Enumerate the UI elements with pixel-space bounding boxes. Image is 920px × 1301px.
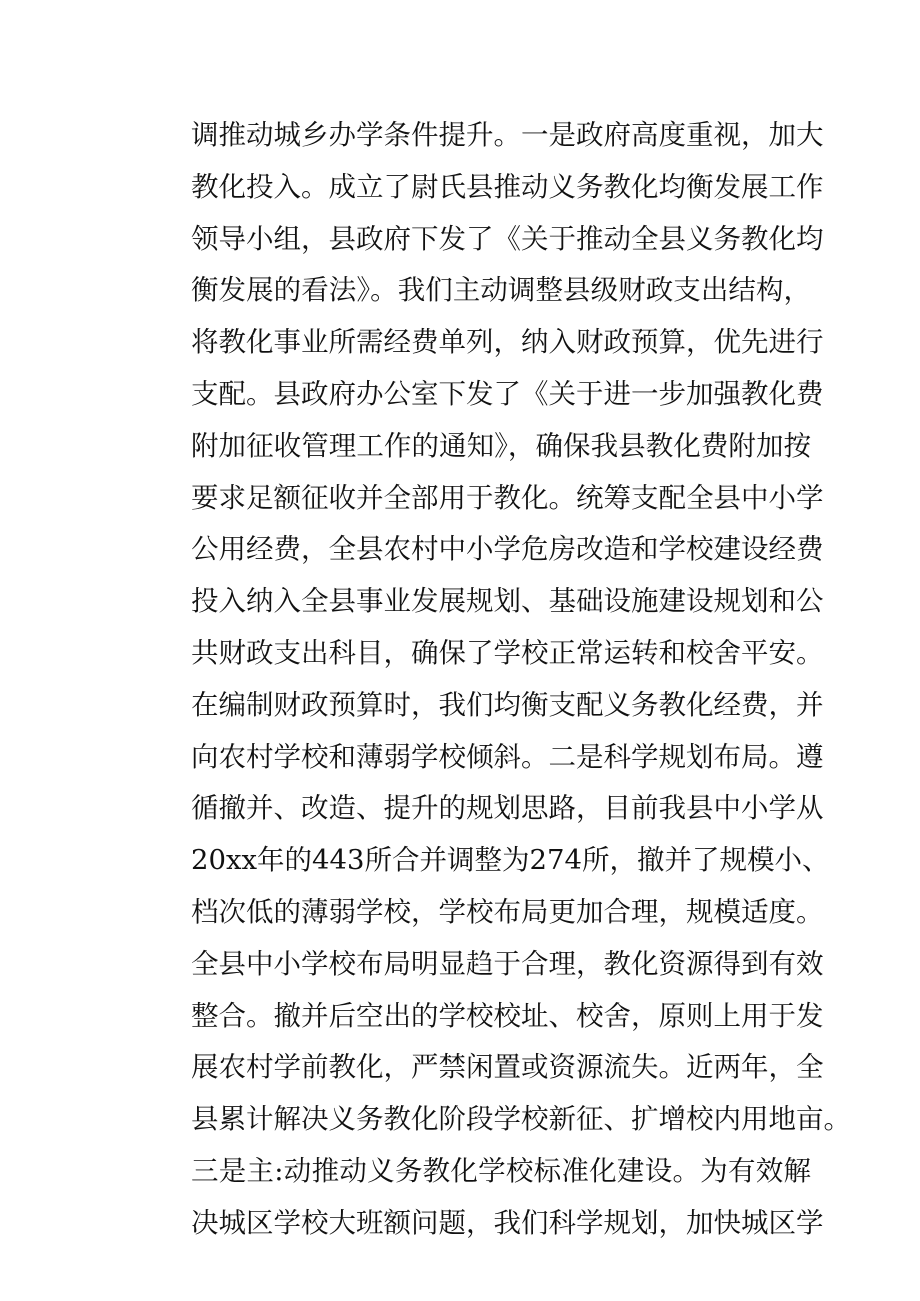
text-line: 向农村学校和薄弱学校倾斜。二是科学规划布局。遵 xyxy=(191,740,824,773)
text-line: 三是主:动推动义务教化学校标准化建设。为有效解 xyxy=(191,1154,811,1187)
text-line: 将教化事业所需经费单列，纳入财政预算，优先进行 xyxy=(191,326,824,359)
text-line: 循撤并、改造、提升的规划思路，目前我县中小学从 xyxy=(191,792,824,825)
text-line: 20xx年的443所合并调整为274所，撤并了规模小、 xyxy=(191,844,830,877)
body-paragraph xyxy=(191,110,851,1250)
text-line: 教化投入。成立了尉氏县推动义务教化均衡发展工作 xyxy=(191,170,824,203)
text-line: 档次低的薄弱学校，学校布局更加合理，规模适度。 xyxy=(191,895,824,928)
text-line: 县累计解决义务教化阶段学校新征、扩增校内用地亩。 xyxy=(191,1103,851,1136)
text-line: 全县中小学校布局明显趋于合理，教化资源得到有效 xyxy=(191,947,824,980)
text-line: 附加征收管理工作的通知》，确保我县教化费附加按 xyxy=(191,429,811,462)
text-line: 衡发展的看法》。我们主动调整县级财政支出结构， xyxy=(191,274,811,307)
text-line: 决城区学校大班额问题，我们科学规划，加快城区学 xyxy=(191,1206,824,1239)
text-line: 整合。撤并后空出的学校校址、校舍，原则上用于发 xyxy=(191,999,824,1032)
text-line: 支配。县政府办公室下发了《关于进一步加强教化费 xyxy=(191,377,824,410)
text-line: 投入纳入全县事业发展规划、基础设施建设规划和公 xyxy=(191,585,824,618)
text-line: 调推动城乡办学条件提升。一是政府高度重视，加大 xyxy=(191,119,824,151)
text-line: 公用经费，全县农村中小学危房改造和学校建设经费 xyxy=(191,533,824,566)
text-line: 在编制财政预算时，我们均衡支配义务教化经费，并 xyxy=(191,688,824,721)
text-line: 展农村学前教化，严禁闲置或资源流失。近两年，全 xyxy=(191,1051,824,1084)
text-line: 共财政支出科目，确保了学校正常运转和校舍平安。 xyxy=(191,636,824,669)
text-line: 要求足额征收并全部用于教化。统筹支配全县中小学 xyxy=(191,481,824,514)
text-line: 领导小组，县政府下发了《关于推动全县义务教化均 xyxy=(191,222,824,255)
